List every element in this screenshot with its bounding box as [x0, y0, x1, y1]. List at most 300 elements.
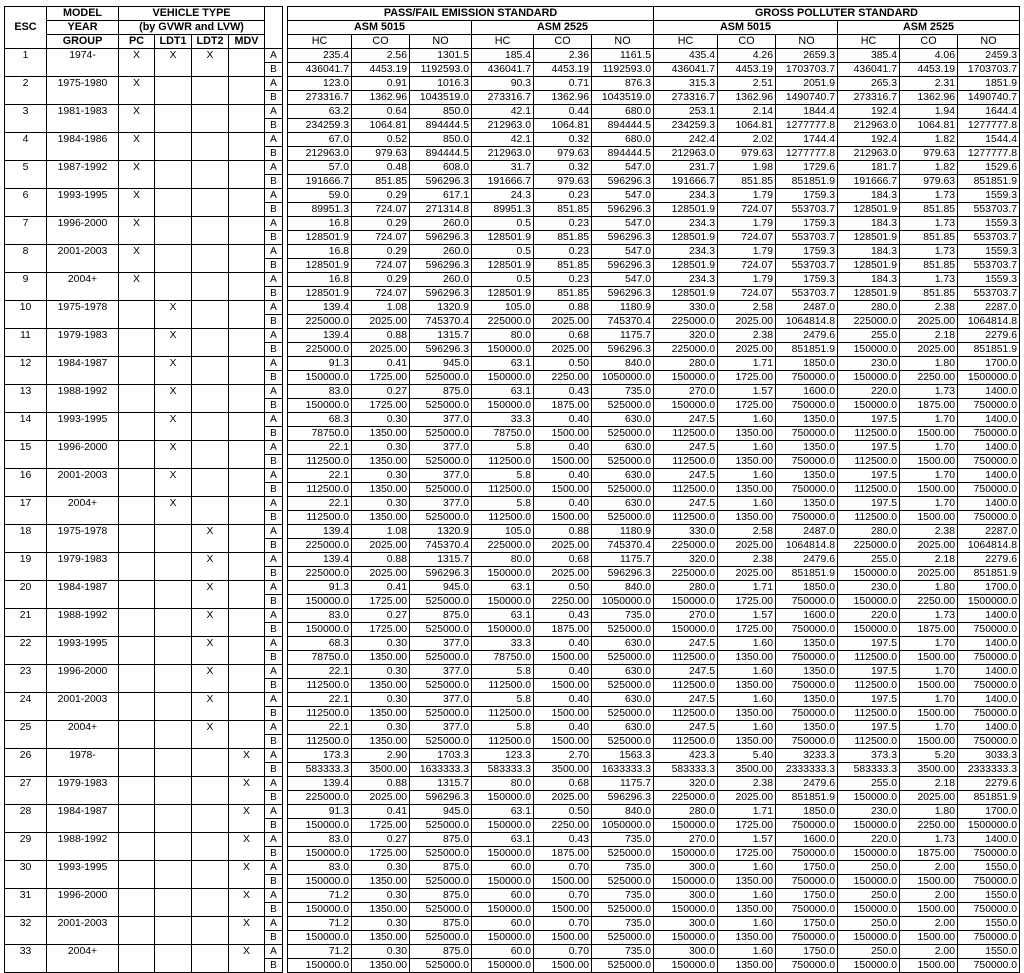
vehicle-type-cell — [155, 609, 192, 637]
esc-cell: 20 — [5, 581, 47, 609]
value-cell: 979.63 — [534, 147, 592, 161]
value-cell: 105.0 — [472, 301, 534, 315]
value-cell: 894444.5 — [410, 119, 472, 133]
value-cell: 112500.0 — [838, 735, 900, 749]
vehicle-type-cell: X — [229, 889, 265, 917]
value-cell: 2.38 — [900, 301, 958, 315]
value-cell: 851.85 — [534, 287, 592, 301]
value-cell: 2479.6 — [776, 329, 838, 343]
value-cell: 750000.0 — [958, 735, 1020, 749]
value-cell: 112500.0 — [654, 651, 718, 665]
vehicle-type-cell — [192, 385, 229, 413]
ab-label-cell: B — [265, 875, 283, 889]
value-cell: 735.0 — [592, 917, 654, 931]
value-cell: 197.5 — [838, 637, 900, 651]
vehicle-type-cell — [119, 945, 155, 973]
model-year-cell: 1996-2000 — [47, 889, 119, 917]
ab-label-cell: A — [265, 693, 283, 707]
value-cell: 150000.0 — [838, 399, 900, 413]
value-cell: 1192593.0 — [592, 63, 654, 77]
value-cell: 128501.9 — [472, 287, 534, 301]
value-cell: 57.0 — [288, 161, 352, 175]
table-row — [5, 721, 1020, 735]
value-cell: 1.79 — [718, 217, 776, 231]
value-cell: 212963.0 — [838, 147, 900, 161]
value-cell: 0.50 — [534, 581, 592, 595]
vehicle-type-cell — [229, 469, 265, 497]
value-cell: 750000.0 — [958, 959, 1020, 973]
model-year-cell: 1996-2000 — [47, 217, 119, 245]
value-cell: 0.88 — [534, 301, 592, 315]
table-row — [5, 413, 1020, 427]
table-row — [5, 217, 1020, 231]
model-year-cell: 1984-1987 — [47, 581, 119, 609]
value-cell: 4453.19 — [900, 63, 958, 77]
value-cell: 1.08 — [352, 301, 410, 315]
ab-label-cell: B — [265, 791, 283, 805]
value-cell: 2025.00 — [718, 315, 776, 329]
value-cell: 1725.00 — [718, 623, 776, 637]
vehicle-type-header-2: (by GVWR and LVW) — [119, 21, 265, 35]
vehicle-type-cell — [119, 301, 155, 329]
value-cell: 242.4 — [654, 133, 718, 147]
vehicle-type-cell — [155, 581, 192, 609]
value-cell: 1277777.8 — [958, 147, 1020, 161]
value-cell: 1.71 — [718, 357, 776, 371]
vehicle-type-cell — [229, 637, 265, 665]
esc-cell: 24 — [5, 693, 47, 721]
value-cell: 735.0 — [592, 861, 654, 875]
value-cell: 1725.00 — [352, 623, 410, 637]
value-cell: 1.94 — [900, 105, 958, 119]
vehicle-type-cell — [119, 357, 155, 385]
value-cell: 945.0 — [410, 805, 472, 819]
value-cell: 979.63 — [352, 147, 410, 161]
vehicle-type-cell: X — [192, 581, 229, 609]
value-cell: 2.51 — [718, 77, 776, 91]
vehicle-type-cell — [119, 385, 155, 413]
value-cell: 1500.00 — [900, 511, 958, 525]
vehicle-type-cell — [192, 133, 229, 161]
esc-cell: 18 — [5, 525, 47, 553]
gross-polluter-header: GROSS POLLUTER STANDARD — [654, 7, 1020, 21]
value-cell: 1550.0 — [958, 945, 1020, 959]
vehicle-type-cell — [192, 329, 229, 357]
value-cell: 1400.0 — [958, 693, 1020, 707]
value-cell: 300.0 — [654, 917, 718, 931]
value-cell: 1759.3 — [776, 273, 838, 287]
value-cell: 71.2 — [288, 917, 352, 931]
value-cell: 724.07 — [718, 259, 776, 273]
value-cell: 225000.0 — [288, 539, 352, 553]
model-year-cell: 1975-1980 — [47, 77, 119, 105]
value-cell: 630.0 — [592, 441, 654, 455]
value-cell: 91.3 — [288, 581, 352, 595]
value-cell: 1.70 — [900, 469, 958, 483]
ab-label-cell: A — [265, 273, 283, 287]
value-cell: 139.4 — [288, 777, 352, 791]
value-cell: 80.0 — [472, 329, 534, 343]
value-cell: 31.7 — [472, 161, 534, 175]
vehicle-type-cell: X — [155, 497, 192, 525]
value-cell: 150000.0 — [838, 819, 900, 833]
value-cell: 1759.3 — [776, 245, 838, 259]
table-header — [5, 7, 1020, 49]
value-cell: 300.0 — [654, 861, 718, 875]
value-cell: 225000.0 — [838, 539, 900, 553]
value-cell: 735.0 — [592, 385, 654, 399]
value-cell: 724.07 — [352, 231, 410, 245]
value-cell: 750000.0 — [776, 819, 838, 833]
value-cell: 63.1 — [472, 357, 534, 371]
value-cell: 197.5 — [838, 693, 900, 707]
value-cell: 750000.0 — [776, 483, 838, 497]
value-cell: 0.30 — [352, 861, 410, 875]
vehicle-type-cell — [119, 581, 155, 609]
value-cell: 1500.00 — [900, 931, 958, 945]
table-row — [5, 385, 1020, 399]
vehicle-type-cell — [119, 805, 155, 833]
value-cell: 5.8 — [472, 441, 534, 455]
value-cell: 1350.0 — [776, 413, 838, 427]
value-cell: 128501.9 — [288, 287, 352, 301]
model-year-header-2: YEAR — [47, 21, 119, 35]
value-cell: 197.5 — [838, 665, 900, 679]
model-year-cell: 2001-2003 — [47, 469, 119, 497]
vehicle-type-cell: X — [119, 273, 155, 301]
value-cell: 553703.7 — [776, 287, 838, 301]
model-year-cell: 2001-2003 — [47, 245, 119, 273]
value-cell: 2.38 — [900, 525, 958, 539]
value-cell: 2025.00 — [534, 539, 592, 553]
value-cell: 525000.0 — [592, 903, 654, 917]
value-cell: 630.0 — [592, 665, 654, 679]
vehicle-type-cell — [229, 77, 265, 105]
value-cell: 525000.0 — [410, 707, 472, 721]
value-cell: 1400.0 — [958, 609, 1020, 623]
value-cell: 83.0 — [288, 861, 352, 875]
model-year-cell: 1981-1983 — [47, 105, 119, 133]
esc-cell: 32 — [5, 917, 47, 945]
vehicle-type-cell: X — [155, 329, 192, 357]
esc-cell: 21 — [5, 609, 47, 637]
value-cell: 191666.7 — [288, 175, 352, 189]
vehicle-col-ldt1: LDT1 — [155, 35, 192, 49]
value-cell: 184.3 — [838, 245, 900, 259]
value-cell: 2250.00 — [534, 595, 592, 609]
value-cell: 250.0 — [838, 861, 900, 875]
ab-label-cell: A — [265, 189, 283, 203]
value-cell: 851851.9 — [776, 175, 838, 189]
vehicle-type-cell: X — [229, 749, 265, 777]
value-cell: 979.63 — [534, 175, 592, 189]
value-cell: 234.3 — [654, 245, 718, 259]
table-row — [5, 245, 1020, 259]
value-cell: 1043519.0 — [592, 91, 654, 105]
esc-cell: 11 — [5, 329, 47, 357]
ab-label-cell: A — [265, 917, 283, 931]
vehicle-type-cell: X — [119, 105, 155, 133]
value-cell: 1.57 — [718, 609, 776, 623]
value-cell: 2.38 — [718, 553, 776, 567]
vehicle-type-cell: X — [155, 301, 192, 329]
value-cell: 596296.3 — [592, 287, 654, 301]
value-cell: 320.0 — [654, 329, 718, 343]
vehicle-type-cell: X — [192, 609, 229, 637]
value-cell: 1.79 — [718, 245, 776, 259]
value-cell: 16.8 — [288, 273, 352, 287]
vehicle-type-cell — [192, 413, 229, 441]
value-cell: 150000.0 — [288, 623, 352, 637]
vehicle-type-cell — [155, 833, 192, 861]
value-cell: 385.4 — [838, 49, 900, 63]
value-cell: 255.0 — [838, 553, 900, 567]
value-cell: 1175.7 — [592, 553, 654, 567]
value-cell: 1320.9 — [410, 525, 472, 539]
ab-label-cell: B — [265, 119, 283, 133]
value-cell: 436041.7 — [472, 63, 534, 77]
vehicle-type-cell — [119, 889, 155, 917]
vehicle-type-cell — [192, 217, 229, 245]
value-cell: 525000.0 — [592, 455, 654, 469]
value-cell: 1064.81 — [352, 119, 410, 133]
value-cell: 1315.7 — [410, 329, 472, 343]
value-cell: 1064814.8 — [776, 539, 838, 553]
value-cell: 630.0 — [592, 497, 654, 511]
ab-label-cell: A — [265, 469, 283, 483]
ab-label-cell: B — [265, 259, 283, 273]
value-cell: 0.91 — [352, 77, 410, 91]
ab-label-cell: A — [265, 609, 283, 623]
model-year-cell: 2001-2003 — [47, 917, 119, 945]
value-cell: 1.70 — [900, 721, 958, 735]
value-cell: 0.27 — [352, 385, 410, 399]
vehicle-type-cell: X — [155, 413, 192, 441]
value-cell: 63.1 — [472, 581, 534, 595]
esc-cell: 28 — [5, 805, 47, 833]
value-cell: 0.29 — [352, 217, 410, 231]
value-cell: 377.0 — [410, 497, 472, 511]
vehicle-type-cell — [119, 329, 155, 357]
value-cell: 1350.00 — [352, 427, 410, 441]
value-cell: 0.30 — [352, 665, 410, 679]
value-cell: 1.57 — [718, 385, 776, 399]
ab-label-cell: A — [265, 581, 283, 595]
value-cell: 750000.0 — [776, 875, 838, 889]
value-cell: 1180.9 — [592, 525, 654, 539]
vehicle-type-cell — [229, 413, 265, 441]
vehicle-type-cell — [192, 301, 229, 329]
value-cell: 60.0 — [472, 889, 534, 903]
value-cell: 1759.3 — [776, 189, 838, 203]
pollutant-co: CO — [718, 35, 776, 49]
table-row — [5, 469, 1020, 483]
value-cell: 150000.0 — [838, 595, 900, 609]
vehicle-type-cell — [155, 665, 192, 693]
value-cell: 1725.00 — [352, 371, 410, 385]
value-cell: 750000.0 — [776, 903, 838, 917]
value-cell: 2025.00 — [352, 567, 410, 581]
value-cell: 583333.3 — [472, 763, 534, 777]
value-cell: 150000.0 — [838, 371, 900, 385]
value-cell: 33.3 — [472, 413, 534, 427]
value-cell: 225000.0 — [288, 343, 352, 357]
vehicle-type-cell — [229, 525, 265, 553]
esc-cell: 6 — [5, 189, 47, 217]
vehicle-type-cell — [229, 721, 265, 749]
value-cell: 112500.0 — [654, 455, 718, 469]
value-cell: 1350.00 — [352, 455, 410, 469]
value-cell: 191666.7 — [472, 175, 534, 189]
value-cell: 851851.9 — [958, 791, 1020, 805]
table-row — [5, 693, 1020, 707]
value-cell: 184.3 — [838, 273, 900, 287]
value-cell: 112500.0 — [472, 707, 534, 721]
value-cell: 112500.0 — [654, 427, 718, 441]
value-cell: 1500.00 — [534, 707, 592, 721]
esc-cell: 4 — [5, 133, 47, 161]
value-cell: 2025.00 — [718, 567, 776, 581]
value-cell: 112500.0 — [654, 483, 718, 497]
value-cell: 2287.0 — [958, 525, 1020, 539]
value-cell: 979.63 — [900, 175, 958, 189]
value-cell: 184.3 — [838, 217, 900, 231]
vehicle-type-cell — [119, 861, 155, 889]
value-cell: 583333.3 — [288, 763, 352, 777]
value-cell: 273316.7 — [838, 91, 900, 105]
value-cell: 630.0 — [592, 693, 654, 707]
value-cell: 150000.0 — [654, 875, 718, 889]
value-cell: 525000.0 — [592, 623, 654, 637]
value-cell: 1500.00 — [534, 903, 592, 917]
value-cell: 1350.0 — [776, 637, 838, 651]
value-cell: 876.3 — [592, 77, 654, 91]
value-cell: 60.0 — [472, 917, 534, 931]
value-cell: 1500.00 — [900, 875, 958, 889]
value-cell: 435.4 — [654, 49, 718, 63]
value-cell: 1.60 — [718, 497, 776, 511]
value-cell: 89951.3 — [472, 203, 534, 217]
value-cell: 128501.9 — [654, 203, 718, 217]
value-cell: 596296.3 — [410, 791, 472, 805]
value-cell: 112500.0 — [472, 735, 534, 749]
value-cell: 150000.0 — [288, 903, 352, 917]
value-cell: 1.70 — [900, 637, 958, 651]
value-cell: 1600.0 — [776, 385, 838, 399]
ab-label-cell: A — [265, 805, 283, 819]
value-cell: 377.0 — [410, 665, 472, 679]
vehicle-type-cell — [229, 105, 265, 133]
value-cell: 1050000.0 — [592, 371, 654, 385]
value-cell: 1.60 — [718, 917, 776, 931]
vehicle-type-cell — [229, 301, 265, 329]
table-row — [5, 637, 1020, 651]
vehicle-type-cell — [119, 777, 155, 805]
value-cell: 42.1 — [472, 105, 534, 119]
value-cell: 840.0 — [592, 357, 654, 371]
value-cell: 735.0 — [592, 889, 654, 903]
value-cell: 1362.96 — [352, 91, 410, 105]
value-cell: 1725.00 — [352, 595, 410, 609]
value-cell: 250.0 — [838, 917, 900, 931]
value-cell: 1500.00 — [900, 483, 958, 497]
value-cell: 1875.00 — [900, 847, 958, 861]
ab-label-cell: A — [265, 553, 283, 567]
value-cell: 525000.0 — [592, 847, 654, 861]
vehicle-type-cell — [192, 161, 229, 189]
value-cell: 377.0 — [410, 693, 472, 707]
value-cell: 1500.00 — [900, 455, 958, 469]
value-cell: 1050000.0 — [592, 595, 654, 609]
table-row — [5, 105, 1020, 119]
vehicle-type-cell — [155, 693, 192, 721]
vehicle-type-cell — [229, 441, 265, 469]
value-cell: 63.1 — [472, 609, 534, 623]
value-cell: 0.70 — [534, 861, 592, 875]
value-cell: 0.88 — [534, 525, 592, 539]
value-cell: 150000.0 — [838, 791, 900, 805]
value-cell: 2.18 — [900, 777, 958, 791]
vehicle-type-header-1: VEHICLE TYPE — [119, 7, 265, 21]
value-cell: 192.4 — [838, 105, 900, 119]
value-cell: 1750.0 — [776, 861, 838, 875]
vehicle-type-cell: X — [229, 945, 265, 973]
esc-cell: 31 — [5, 889, 47, 917]
emission-standards-table — [4, 6, 1020, 973]
value-cell: 0.88 — [352, 329, 410, 343]
value-cell: 0.30 — [352, 945, 410, 959]
value-cell: 1350.00 — [718, 679, 776, 693]
value-cell: 745370.4 — [410, 315, 472, 329]
value-cell: 1750.0 — [776, 889, 838, 903]
value-cell: 945.0 — [410, 357, 472, 371]
model-year-cell: 2004+ — [47, 945, 119, 973]
value-cell: 225000.0 — [654, 539, 718, 553]
vehicle-type-cell — [155, 889, 192, 917]
vehicle-type-cell — [119, 637, 155, 665]
value-cell: 112500.0 — [654, 707, 718, 721]
table-row — [5, 133, 1020, 147]
model-year-cell: 1996-2000 — [47, 441, 119, 469]
vehicle-type-cell — [119, 609, 155, 637]
value-cell: 850.0 — [410, 133, 472, 147]
model-year-cell: 1987-1992 — [47, 161, 119, 189]
value-cell: 525000.0 — [410, 819, 472, 833]
value-cell: 1315.7 — [410, 777, 472, 791]
vehicle-type-cell — [155, 77, 192, 105]
ab-label-cell: B — [265, 315, 283, 329]
value-cell: 1500.00 — [900, 707, 958, 721]
value-cell: 596296.3 — [410, 287, 472, 301]
value-cell: 1350.00 — [352, 735, 410, 749]
value-cell: 220.0 — [838, 833, 900, 847]
value-cell: 265.3 — [838, 77, 900, 91]
value-cell: 1600.0 — [776, 609, 838, 623]
value-cell: 851851.9 — [958, 343, 1020, 357]
value-cell: 181.7 — [838, 161, 900, 175]
esc-cell: 27 — [5, 777, 47, 805]
value-cell: 112500.0 — [838, 483, 900, 497]
vehicle-type-cell — [229, 385, 265, 413]
value-cell: 1.98 — [718, 161, 776, 175]
value-cell: 112500.0 — [288, 455, 352, 469]
value-cell: 231.7 — [654, 161, 718, 175]
ab-label-cell: B — [265, 511, 283, 525]
value-cell: 1759.3 — [776, 217, 838, 231]
value-cell: 0.70 — [534, 945, 592, 959]
vehicle-type-cell — [192, 833, 229, 861]
value-cell: 80.0 — [472, 777, 534, 791]
